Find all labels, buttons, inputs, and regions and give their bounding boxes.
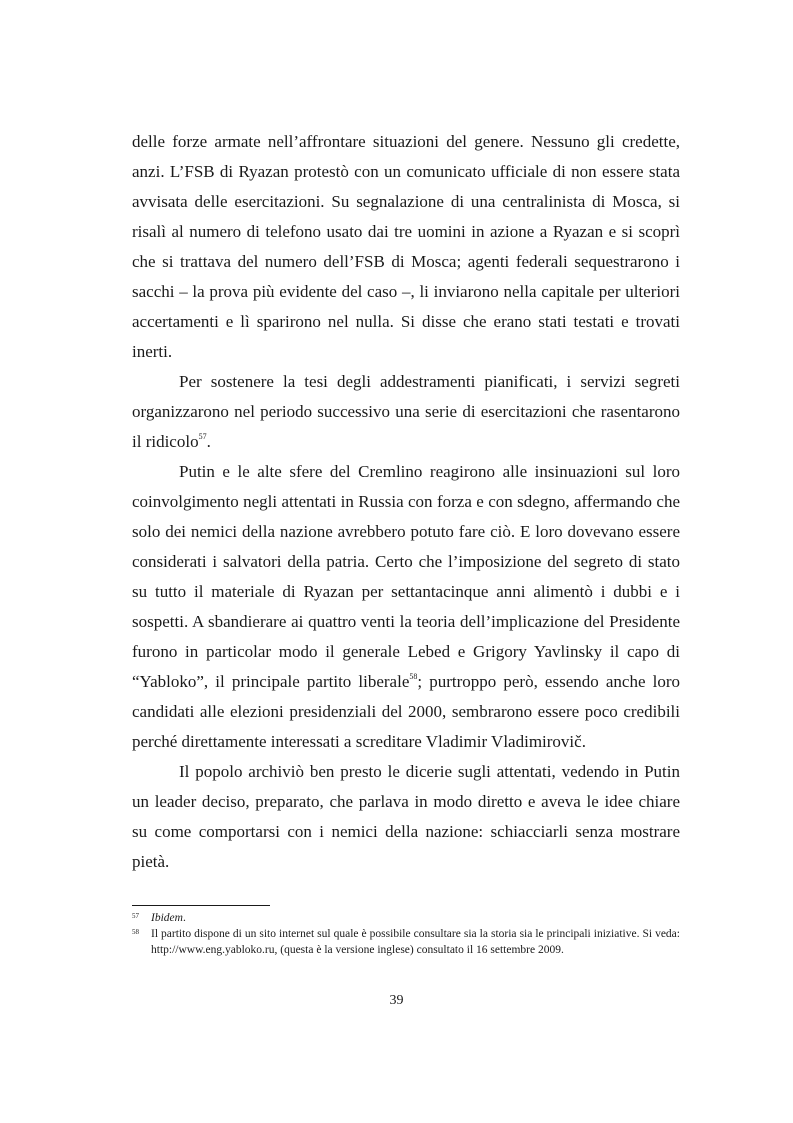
paragraph bbox=[132, 757, 680, 877]
paragraph-text: . bbox=[206, 432, 211, 451]
body-text bbox=[132, 127, 680, 877]
paragraph bbox=[132, 367, 680, 457]
paragraph-text: Per sostenere la tesi degli addestramenti pianificati, i servizi segreti organizzarono nel periodo successivo una serie di esercitazioni che rasentarono il ridicolo bbox=[132, 372, 680, 451]
footnote-separator bbox=[132, 905, 270, 906]
paragraph bbox=[132, 127, 680, 367]
footnote-number: 57 bbox=[132, 912, 139, 920]
footnote-reference: 57 bbox=[198, 432, 207, 441]
paragraph-text: ; purtroppo però, essendo anche loro candidati alle elezioni presidenziali del 2000, sembrarono essere poco credibili perché direttamente interessati a screditare Vladimir Vladimirovič. bbox=[132, 672, 680, 751]
footnote-number: 58 bbox=[132, 928, 139, 936]
page-number: 39 bbox=[389, 993, 404, 1008]
paragraph bbox=[132, 457, 680, 757]
footnote-reference: 58 bbox=[409, 672, 418, 681]
footnote-text: Il partito dispone di un sito internet sul quale è possibile consultare sia la storia sia le principali iniziative. Si veda: http://www.eng.yabloko.ru, (questa è la versione inglese) consultato il 16 settembre 2009. bbox=[151, 928, 680, 956]
footnote bbox=[132, 910, 680, 926]
footnote bbox=[132, 926, 680, 958]
paragraph-text: Il popolo archiviò ben presto le dicerie sugli attentati, vedendo in Putin un leader deciso, preparato, che parlava in modo diretto e aveva le idee chiare su come comportarsi con i nemici della nazione: schiacciarli senza mostrare pietà. bbox=[132, 762, 680, 871]
footnote-text: Ibidem bbox=[151, 912, 183, 924]
paragraph-text: Putin e le alte sfere del Cremlino reagirono alle insinuazioni sul loro coinvolgimento negli attentati in Russia con forza e con sdegno, affermando che solo dei nemici della nazione avrebbero potuto fare ciò. E loro dovevano essere considerati i salvatori della patria. Certo che l’imposizione del segreto di stato su tutto il materiale di Ryazan per settantacinque anni alimentò i dubbi e i sospetti. A sbandierare ai quattro venti la teoria dell’implicazione del Presidente furono in particolar modo il generale Lebed e Grigory Yavlinsky il capo di “Yabloko”, il principale partito liberale bbox=[132, 462, 680, 691]
paragraph-text: delle forze armate nell’affrontare situazioni del genere. Nessuno gli credette, anzi. L’FSB di Ryazan protestò con un comunicato ufficiale di non essere stata avvisata delle esercitazioni. Su segnalazione di una centralinista di Mosca, si risalì al numero di telefono usato dai tre uomini in azione a Ryazan e si scoprì che si trattava del numero dell’FSB di Mosca; agenti federali sequestrarono i sacchi – la prova più evidente del caso –, li inviarono nella capitale per ulteriori accertamenti e lì sparirono nel nulla. Si disse che erano stati testati e trovati inerti. bbox=[132, 132, 680, 361]
footnote-text: . bbox=[182, 912, 186, 924]
footnotes bbox=[132, 910, 680, 958]
